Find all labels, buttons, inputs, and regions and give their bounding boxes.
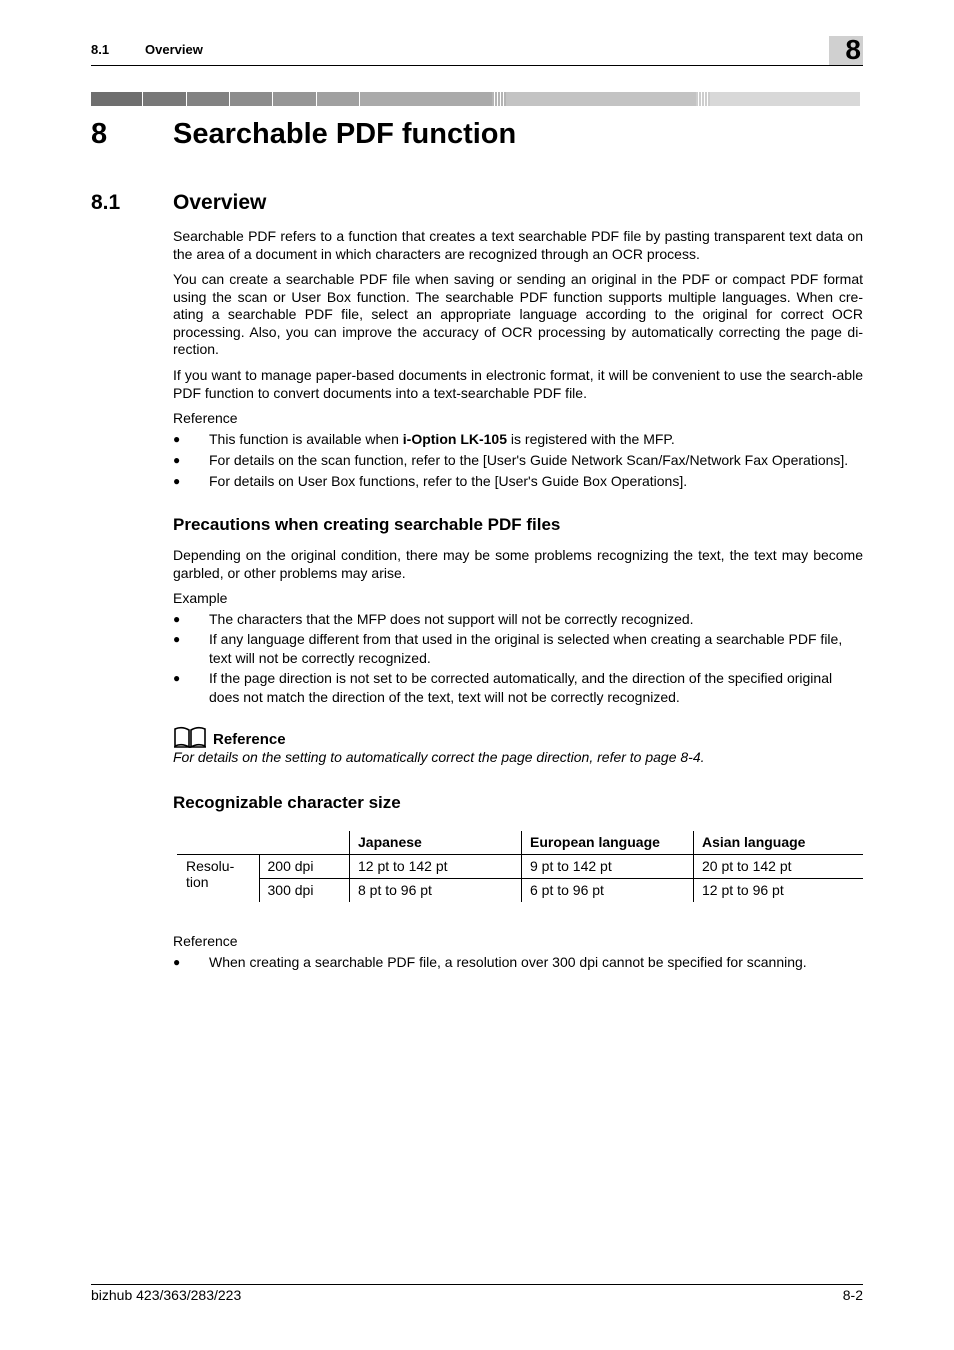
column-header: Asian language (694, 831, 864, 855)
bullet-dot: ● (173, 453, 181, 467)
resolution-cell: 300 dpi (259, 879, 350, 903)
row-group-label: Resolu- tion (186, 858, 235, 890)
reference-label: Reference (173, 410, 238, 426)
section-number: 8.1 (91, 191, 121, 214)
table-cell: 6 pt to 96 pt (522, 879, 694, 903)
column-header: European language (522, 831, 694, 855)
table-cell: 12 pt to 96 pt (694, 879, 864, 903)
precautions-title: Precautions when creating searchable PDF files (173, 515, 561, 534)
open-book-icon (173, 726, 207, 748)
overview-paragraph-3: If you want to manage paper-based documents in electronic format, it will be convenient to use the search-able PDF function to convert documents into a text-searchable PDF file. (173, 367, 863, 401)
table-cell: 20 pt to 142 pt (694, 855, 864, 879)
chapter-number: 8 (91, 118, 108, 150)
table-row (177, 879, 863, 903)
header-rule (91, 65, 863, 66)
footer-rule (91, 1284, 863, 1285)
bullet-dot: ● (173, 432, 181, 446)
resolution-cell: 200 dpi (259, 855, 350, 879)
chapter-title: Searchable PDF function (173, 118, 517, 150)
column-header: Japanese (350, 831, 522, 855)
example-label: Example (173, 590, 228, 606)
option-name: i-Option LK-105 (402, 431, 508, 447)
bullet-dot: ● (173, 671, 181, 685)
section-title: Overview (173, 191, 267, 214)
char-size-title: Recognizable character size (173, 793, 401, 812)
table-cell: 12 pt to 142 pt (350, 855, 522, 879)
character-size-table (177, 831, 863, 902)
footer-page-number: 8-2 (842, 1287, 863, 1303)
header-section-number: 8.1 (91, 42, 110, 57)
table-header-row (177, 831, 863, 855)
header-section-title: Overview (145, 42, 203, 57)
bullet-dot: ● (173, 955, 181, 969)
table-row (177, 855, 863, 879)
chapter-badge (829, 36, 863, 65)
bullet-dot: ● (173, 632, 181, 646)
reference-text: For details on the setting to automatically correct the page direction, refer to page 8-4. (173, 749, 705, 765)
table-cell: 8 pt to 96 pt (350, 879, 522, 903)
table-cell: 9 pt to 142 pt (522, 855, 694, 879)
reference-label: Reference (173, 933, 238, 949)
chapter-badge-number: 8 (845, 34, 861, 65)
reference-heading: Reference (213, 731, 286, 748)
overview-paragraph-2: You can create a searchable PDF file when saving or sending an original in the PDF or compact PDF format using the scan or User Box function. The searchable PDF function supports multiple languages. When cre-ating a searchable PDF file, select an appropriate language according to the original for correct OCR processing. Also, you can improve the accuracy of OCR processing by automatically correcting the page di-rection. (173, 271, 863, 358)
overview-paragraph-1: Searchable PDF refers to a function that creates a text searchable PDF file by pasting transparent text data on the area of a document in which characters are recognized through an OCR process. (173, 228, 863, 262)
footer-model: bizhub 423/363/283/223 (91, 1287, 242, 1303)
precautions-paragraph: Depending on the original condition, there may be some problems recognizing the text, the text may become garbled, or other problems may arise. (173, 547, 863, 581)
decorative-stripe (91, 92, 863, 106)
bullet-dot: ● (173, 612, 181, 626)
bullet-dot: ● (173, 474, 181, 488)
